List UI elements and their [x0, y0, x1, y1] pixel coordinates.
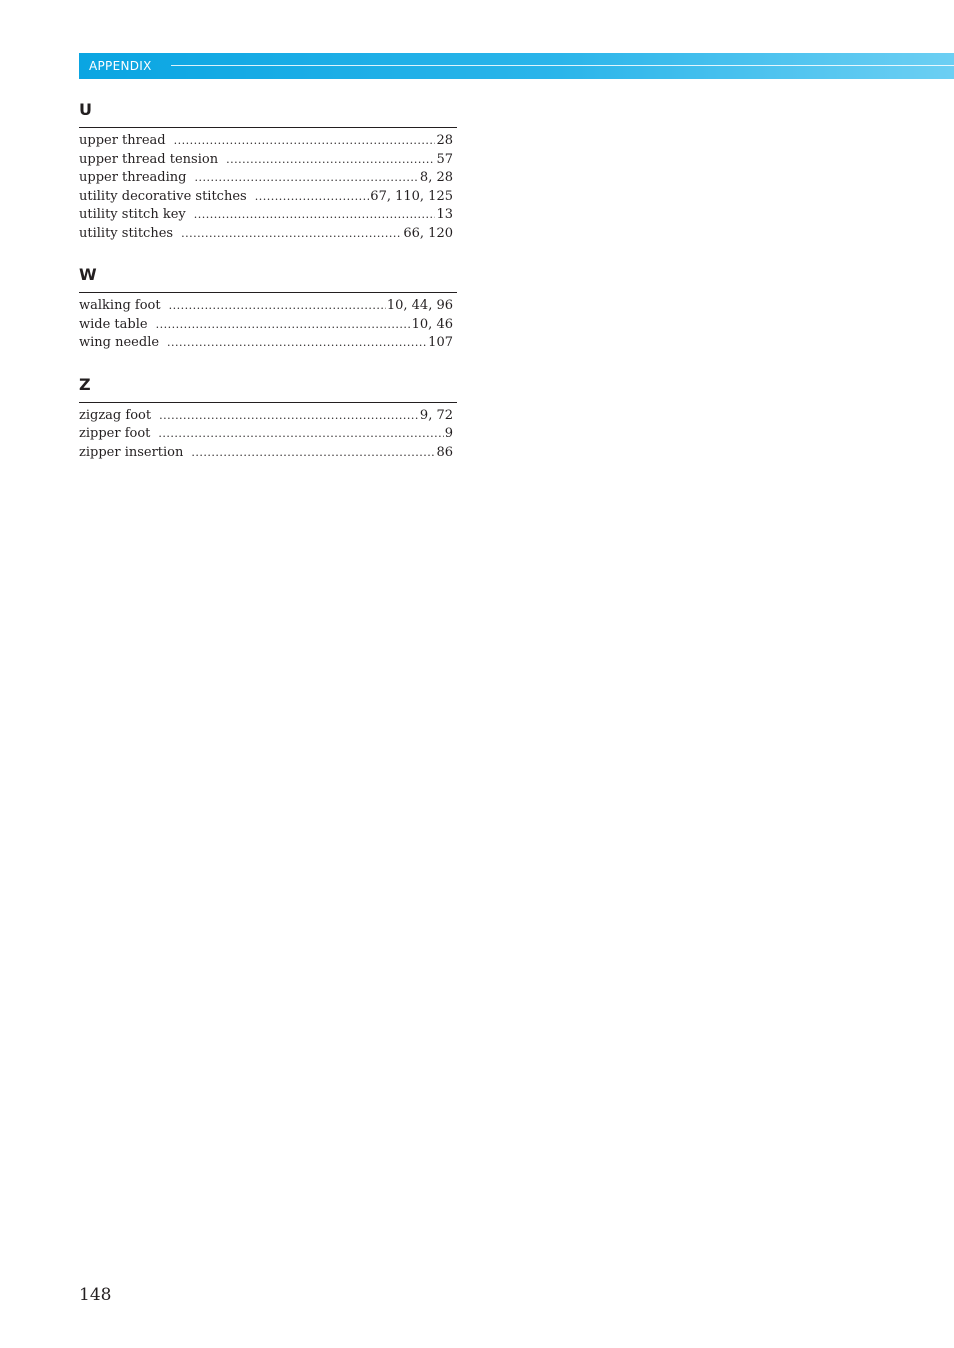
entry-pages: 57 — [436, 151, 453, 167]
dot-leader — [167, 334, 427, 353]
entry-pages: 10, 44, 96 — [386, 298, 453, 313]
entry-term: wing needle — [79, 335, 160, 350]
index-entry — [79, 225, 453, 244]
index-entry — [79, 425, 453, 444]
section-letter: Z — [79, 375, 457, 403]
header-band — [79, 53, 954, 79]
entry-pages: 86 — [436, 444, 453, 460]
dot-leader — [255, 188, 370, 207]
entry-term: upper threading — [79, 170, 187, 185]
entry-term: utility stitch key — [79, 207, 186, 222]
dot-leader — [169, 297, 386, 316]
section-label: APPENDIX — [89, 59, 152, 73]
entry-pages: 9 — [444, 426, 453, 441]
index-entry — [79, 151, 453, 170]
dot-leader — [226, 151, 435, 170]
index-entry — [79, 297, 453, 316]
index-entry — [79, 334, 453, 353]
dot-leader — [194, 206, 436, 225]
index-entry — [79, 188, 453, 207]
entry-term: walking foot — [79, 298, 161, 313]
index-entry — [79, 132, 453, 151]
index-entry — [79, 206, 453, 225]
entry-pages: 10, 46 — [411, 316, 453, 332]
entry-term: upper thread — [79, 133, 166, 148]
index-entry — [79, 169, 453, 188]
index-entry — [79, 444, 453, 463]
entry-pages: 13 — [436, 207, 453, 222]
dot-leader — [181, 225, 402, 244]
entry-pages: 28 — [436, 133, 453, 148]
dot-leader — [156, 316, 411, 335]
entry-pages: 9, 72 — [419, 407, 453, 423]
index-section-u — [79, 100, 457, 243]
entry-pages: 107 — [428, 335, 453, 350]
index-section-z — [79, 375, 457, 463]
index-section-w — [79, 265, 457, 353]
dot-leader — [191, 444, 435, 463]
entry-term: utility decorative stitches — [79, 188, 247, 204]
dot-leader — [195, 169, 419, 188]
entry-pages: 67, 110, 125 — [370, 188, 453, 204]
entry-term: wide table — [79, 316, 148, 332]
index-entry — [79, 316, 453, 335]
entry-pages: 8, 28 — [419, 170, 453, 185]
index-entry — [79, 407, 453, 426]
section-letter: U — [79, 100, 457, 128]
entry-term: upper thread tension — [79, 151, 219, 167]
page-number: 148 — [79, 1285, 112, 1305]
entry-pages: 66, 120 — [403, 225, 453, 241]
entry-term: zipper insertion — [79, 444, 184, 460]
dot-leader — [174, 132, 436, 151]
header-rule — [171, 65, 954, 66]
entry-term: zigzag foot — [79, 407, 152, 423]
dot-leader — [158, 425, 443, 444]
entry-term: zipper foot — [79, 426, 151, 441]
index-column — [79, 100, 457, 484]
dot-leader — [159, 407, 419, 426]
section-letter: W — [79, 265, 457, 293]
entry-term: utility stitches — [79, 225, 174, 241]
